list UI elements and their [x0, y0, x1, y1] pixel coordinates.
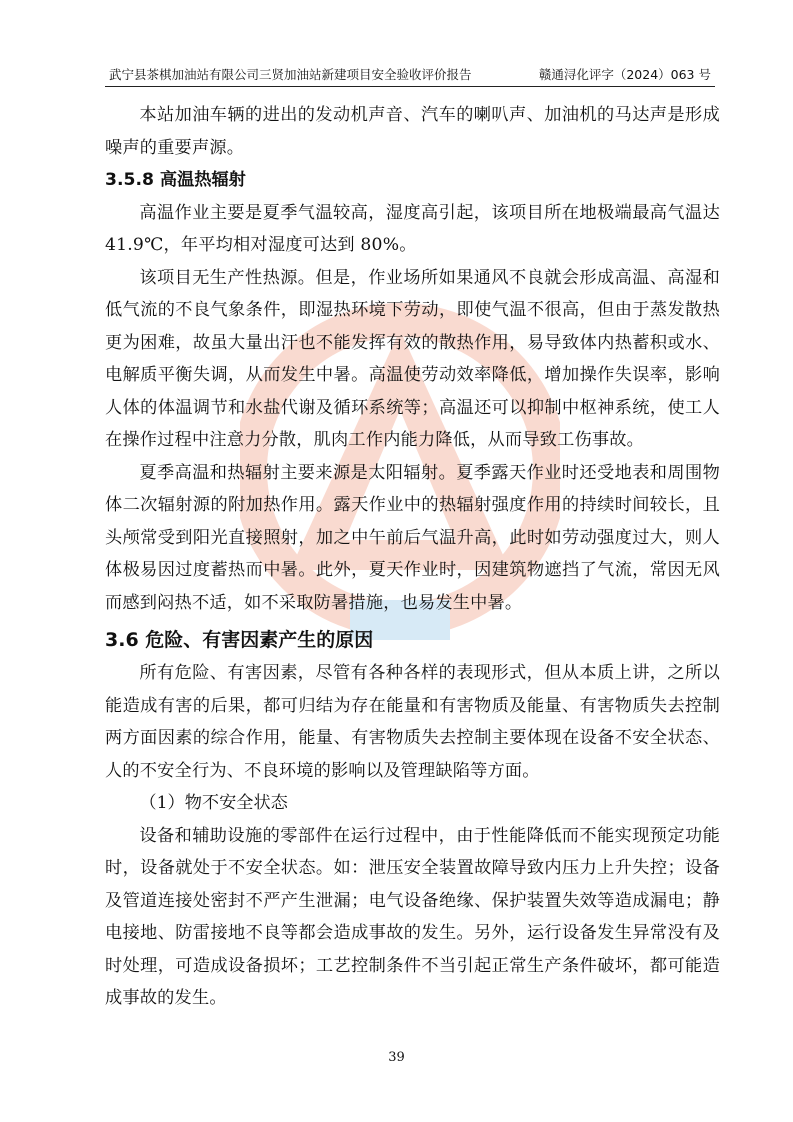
page-body [105, 99, 720, 1015]
paragraph-hazard-causes: 所有危险、有害因素，尽管有各种各样的表现形式，但从本质上讲，之所以能造成有害的后果，都可归结为存在能量和有害物质及能量、有害物质失去控制两方面因素的综合作用，能量、有害物质失去控制主要体现在设备不安全状态、人的不安全行为、不良环境的影响以及管理缺陷等方面。 [105, 663, 720, 781]
paragraph-heat-source: 该项目无生产性热源。但是，作业场所如果通风不良就会形成高温、高湿和低气流的不良气象条件，即湿热环境下劳动，即使气温不很高，但由于蒸发散热更为困难，故虽大量出汗也不能发挥有效的散热作用，易导致体内热蓄积或水、电解质平衡失调，从而发生中暑。高温使劳动效率降低，增加操作失误率，影响人体的体温调节和水盐代谢及循环系统等；高温还可以抑制中枢神系统，使工人在操作过程中注意力分散，肌肉工作内能力降低，从而导致工伤事故。 [105, 267, 720, 450]
page-number: 39 [388, 1050, 405, 1065]
header-report-title: 武宁县茶棋加油站有限公司三贤加油站新建项目安全验收评价报告 [109, 67, 472, 82]
paragraph-equipment-state: 设备和辅助设施的零部件在运行过程中，由于性能降低而不能实现预定功能时，设备就处于不安全状态。如：泄压安全装置故障导致内压力上升失控；设备及管道连接处密封不严产生泄漏；电气设备绝缘、保护装置失效等造成漏电；静电接地、防雷接地不良等都会造成事故的发生。另外，运行设备发生异常没有及时处理，可造成设备损坏；工艺控制条件不当引起正常生产条件破坏，都可能造成事故的发生。 [105, 825, 720, 1008]
heading-3-5-8: 3.5.8 高温热辐射 [105, 170, 246, 190]
page-header [105, 66, 715, 87]
list-item-unsafe-state: （1）物不安全状态 [139, 793, 288, 813]
paragraph-noise-sources: 本站加油车辆的进出的发动机声音、汽车的喇叭声、加油机的马达声是形成噪声的重要声源。 [105, 105, 720, 158]
header-report-number: 赣通浔化评字（2024）063 号 [538, 67, 711, 82]
heading-3-6: 3.6 危险、有害因素产生的原因 [105, 629, 374, 651]
paragraph-high-temp-intro: 高温作业主要是夏季气温较高，湿度高引起，该项目所在地极端最高气温达 41.9℃，年平均相对湿度可达到 80%。 [105, 202, 720, 255]
paragraph-summer-radiation: 夏季高温和热辐射主要来源是太阳辐射。夏季露天作业时还受地表和周围物体二次辐射源的附加热作用。露天作业中的热辐射强度作用的持续时间较长，且头颅常受到阳光直接照射，加之中午前后气温升高，此时如劳动强度过大，则人体极易因过度蓄热而中暑。此外，夏天作业时，因建筑物遮挡了气流，常因无风而感到闷热不适，如不采取防暑措施，也易发生中暑。 [105, 462, 720, 613]
